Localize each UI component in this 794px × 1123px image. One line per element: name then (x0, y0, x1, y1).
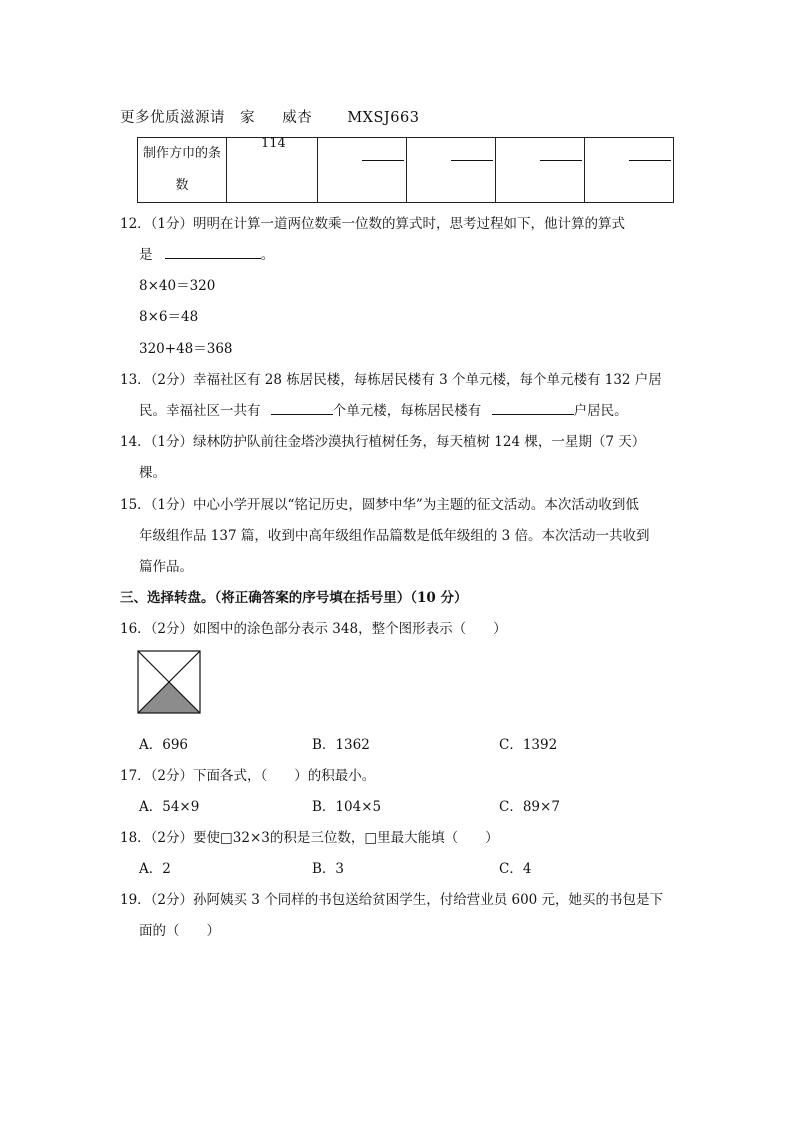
q15-line1: 15．（1分）中心小学开展以“铭记历史，圆梦中华”为主题的征文活动。本次活动收到低 (120, 497, 639, 513)
q12-line1: 12．（1分）明明在计算一道两位数乘一位数的算式时，思考过程如下，他计算的算式 (120, 216, 626, 232)
shaded-triangle (138, 682, 200, 713)
row-label-line2: 数 (175, 178, 189, 193)
header-text-3: 威杏 (282, 110, 313, 126)
header-text-4: MXSJ663 (347, 110, 420, 126)
answer-cell-3[interactable] (496, 138, 585, 203)
answer-cell-1[interactable] (318, 138, 407, 203)
q15-line2: 年级组作品 137 篇，收到中高年级组作品篇数是低年级组的 3 倍。本次活动一共收到 (139, 528, 650, 544)
q12-step3: 320+48＝368 (139, 341, 233, 357)
value-cell (227, 138, 318, 203)
table-row (138, 138, 674, 203)
q13-text-b: 个单元楼，每栋居民楼有 (332, 403, 482, 419)
q16-text: 16．（2分）如图中的涂色部分表示 348，整个图形表示（ ） (120, 621, 507, 637)
q17-option-a[interactable]: A．54×9 (139, 799, 200, 815)
q14-line2: 棵。 (139, 465, 166, 481)
answer-cell-4[interactable] (585, 138, 674, 203)
q14-line1: 14．（1分）绿林防护队前往金塔沙漠执行植树任务，每天植树 124 棵，一星期（7 天） (120, 434, 646, 450)
q12-line2 (139, 243, 274, 263)
answer-line (629, 160, 671, 161)
q13-text-a: 民。幸福社区一共有 (139, 403, 261, 419)
header-text-1: 更多优质滋源请 (120, 110, 225, 126)
section-title: 三、选择转盘。（将正确答案的序号填在括号里）（10 分） (120, 590, 468, 606)
q18-text: 18．（2分）要使□32×3的积是三位数，□里最大能填（ ） (120, 830, 499, 846)
page-header (120, 106, 419, 127)
scarf-table (137, 137, 674, 203)
row-label-line1: 制作方巾的条 (142, 146, 221, 161)
q16-option-b[interactable]: B．1362 (312, 737, 370, 753)
q19-line1: 19．（2分）孙阿姨买 3 个同样的书包送给贫困学生，付给营业员 600 元，她买的书包是下 (120, 892, 664, 908)
q17-option-c[interactable]: C．89×7 (499, 799, 560, 815)
answer-line (362, 160, 404, 161)
q15-line3: 篇作品。 (139, 559, 193, 575)
q13-line1: 13．（2分）幸福社区有 28 栋居民楼，每栋居民楼有 3 个单元楼，每个单元楼有 132 户居 (120, 372, 662, 388)
q16-square-figure (137, 650, 201, 714)
q19-line2: 面的（ ） (139, 923, 220, 939)
q17-option-b[interactable]: B．104×5 (312, 799, 382, 815)
q12-suffix: 。 (260, 247, 275, 263)
q16-option-c[interactable]: C．1392 (499, 737, 558, 753)
answer-line (540, 160, 582, 161)
first-value: 114 (261, 136, 286, 151)
q17-text: 17．（2分）下面各式，（ ）的积最小。 (120, 768, 376, 784)
q12-step1: 8×40＝320 (139, 278, 216, 294)
answer-line (451, 160, 493, 161)
answer-cell-2[interactable] (407, 138, 496, 203)
q13-line2 (139, 399, 628, 419)
q12-prefix: 是 (139, 247, 153, 263)
header-text-2: 家 (240, 110, 256, 126)
q18-option-a[interactable]: A．2 (139, 861, 171, 877)
q18-option-c[interactable]: C．4 (499, 861, 532, 877)
q12-answer-blank[interactable] (165, 246, 261, 259)
q18-option-b[interactable]: B．3 (312, 861, 345, 877)
q12-step2: 8×6＝48 (139, 309, 199, 325)
row-label-cell (138, 138, 227, 203)
q13-text-c: 户居民。 (573, 403, 628, 419)
q13-answer-blank-1[interactable] (271, 402, 333, 415)
q16-option-a[interactable]: A．696 (139, 737, 189, 753)
q13-answer-blank-2[interactable] (492, 402, 574, 415)
